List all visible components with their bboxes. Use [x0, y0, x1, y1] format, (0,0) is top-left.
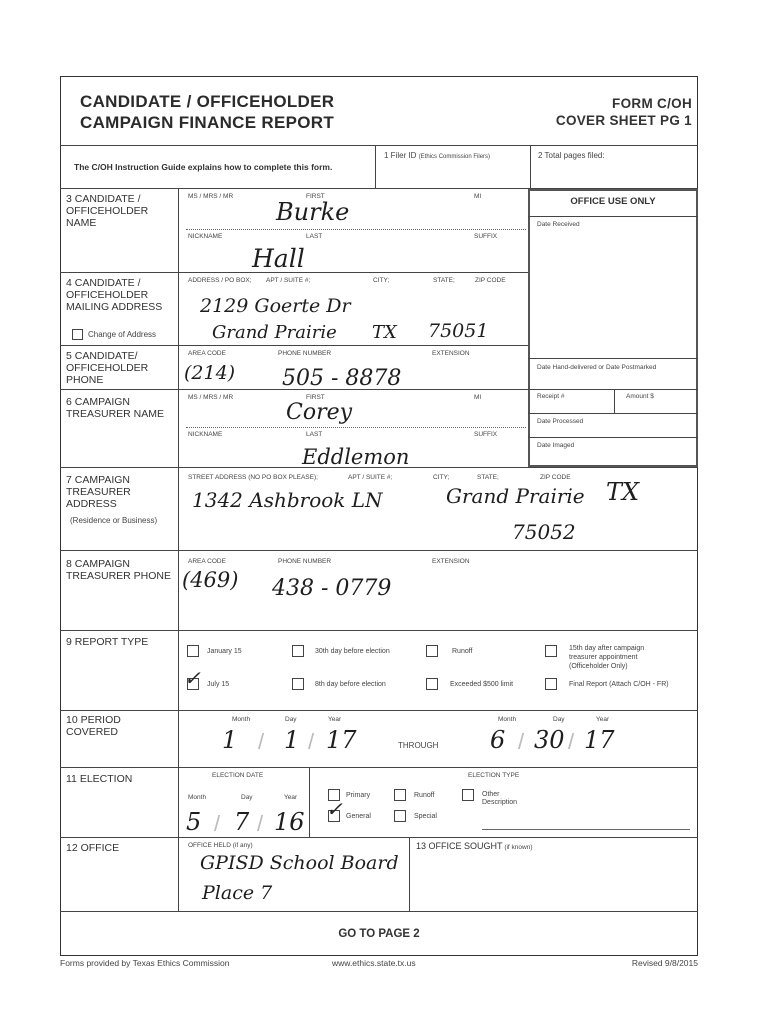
filer-id-label-text: 1 Filer ID — [384, 151, 417, 160]
report-type-15th-day-checkbox[interactable] — [545, 645, 557, 657]
date-separator: / — [518, 729, 525, 754]
divider — [375, 145, 376, 189]
form-code: FORM C/OH — [612, 96, 692, 111]
divider — [60, 550, 698, 551]
divider — [60, 389, 528, 390]
check-mark-icon: ✓ — [184, 666, 201, 690]
period-from-month[interactable]: 1 — [222, 726, 238, 754]
treasurer-first-name[interactable]: Corey — [286, 400, 353, 425]
zip-label: ZIP CODE — [540, 474, 571, 481]
section-7-label: 7 CAMPAIGN TREASURER ADDRESS — [66, 474, 131, 510]
election-day[interactable]: 7 — [234, 808, 250, 836]
divider — [186, 427, 526, 428]
nickname-label: NICKNAME — [188, 233, 223, 240]
date-imaged-label: Date Imaged — [537, 442, 575, 449]
through-label: THROUGH — [398, 741, 439, 750]
office-held-note: (if any) — [232, 842, 253, 849]
divider — [60, 630, 698, 631]
amount-label: Amount $ — [626, 393, 654, 400]
treasurer-last-name[interactable]: Eddlemon — [302, 445, 410, 469]
section-13-label-text: 13 OFFICE SOUGHT — [416, 841, 503, 851]
report-type-runoff-label: Runoff — [452, 648, 473, 655]
to-year-label: Year — [596, 716, 610, 723]
period-to-day[interactable]: 30 — [534, 726, 565, 754]
divider — [60, 145, 698, 146]
election-type-runoff-checkbox[interactable] — [394, 789, 406, 801]
treasurer-phone[interactable]: 438 - 0779 — [272, 576, 392, 601]
from-day-label: Day — [285, 716, 297, 723]
divider — [530, 145, 531, 189]
phone-number-label: PHONE NUMBER — [278, 558, 332, 565]
city-label: CITY; — [433, 474, 450, 481]
mi-label: MI — [474, 193, 482, 200]
report-type-30th-day-checkbox[interactable] — [292, 645, 304, 657]
apt-suite-label: APT / SUITE #; — [348, 474, 393, 481]
to-day-label: Day — [553, 716, 565, 723]
report-type-january-15-checkbox[interactable] — [187, 645, 199, 657]
report-type-15th-day-label-line3: (Officeholder Only) — [569, 663, 628, 670]
area-code-label: AREA CODE — [188, 558, 226, 565]
date-separator: / — [568, 729, 575, 754]
candidate-city[interactable]: Grand Prairie — [212, 322, 337, 343]
report-type-15th-day-label-line1: 15th day after campaign — [569, 645, 645, 652]
election-month[interactable]: 5 — [186, 808, 202, 836]
candidate-area-code[interactable]: (214) — [184, 362, 236, 384]
check-mark-icon: ✓ — [326, 797, 343, 821]
filer-id-note: (Ethics Commission Filers) — [418, 154, 491, 160]
receipt-label: Receipt # — [537, 393, 565, 400]
from-month-label: Month — [232, 716, 251, 723]
mi-label: MI — [474, 394, 482, 401]
area-code-label: AREA CODE — [188, 350, 226, 357]
date-separator: / — [258, 729, 265, 754]
divider — [186, 229, 526, 230]
section-13-note: (if known) — [504, 844, 533, 851]
divider — [60, 911, 698, 912]
first-label: FIRST — [306, 193, 325, 200]
divider — [528, 437, 698, 438]
report-type-8th-day-label: 8th day before election — [315, 681, 386, 688]
office-use-box — [528, 189, 698, 467]
election-type-label: ELECTION TYPE — [468, 772, 520, 779]
other-description-line — [482, 829, 690, 830]
candidate-phone[interactable]: 505 - 8878 — [282, 366, 402, 391]
divider — [614, 389, 615, 413]
period-from-day[interactable]: 1 — [284, 726, 300, 754]
divider — [309, 767, 310, 837]
election-type-primary-label: Primary — [346, 792, 371, 799]
suffix-label: SUFFIX — [474, 431, 498, 438]
divider — [60, 467, 698, 468]
treasurer-state[interactable]: TX — [606, 478, 640, 506]
section-13-label — [416, 841, 533, 851]
divider — [60, 837, 698, 838]
office-use-title: OFFICE USE ONLY — [570, 196, 656, 207]
section-5-label: 5 CANDIDATE/ OFFICEHOLDER PHONE — [66, 350, 149, 386]
footer-provided-by: Forms provided by Texas Ethics Commission — [60, 958, 230, 968]
first-label: FIRST — [306, 394, 325, 401]
election-type-special-label: Special — [414, 813, 437, 820]
office-held-line1[interactable]: GPISD School Board — [200, 852, 399, 874]
address-label: ADDRESS / PO BOX; — [188, 277, 252, 284]
from-year-label: Year — [328, 716, 342, 723]
period-from-year[interactable]: 17 — [326, 726, 357, 754]
period-to-month[interactable]: 6 — [490, 726, 506, 754]
election-date-label: ELECTION DATE — [212, 772, 264, 779]
footer-revised: Revised 9/8/2015 — [631, 958, 698, 968]
election-type-other-label: Other — [482, 791, 500, 798]
report-type-exceeded-checkbox[interactable] — [426, 678, 438, 690]
section-10-label: 10 PERIOD COVERED — [66, 714, 121, 738]
form-title-line2: CAMPAIGN FINANCE REPORT — [80, 113, 335, 132]
date-separator: / — [308, 729, 315, 754]
date-separator: / — [214, 811, 221, 836]
state-label: STATE; — [433, 277, 455, 284]
report-type-8th-day-checkbox[interactable] — [292, 678, 304, 690]
divider — [60, 272, 528, 273]
to-month-label: Month — [498, 716, 517, 723]
report-type-final-checkbox[interactable] — [545, 678, 557, 690]
change-of-address-label: Change of Address — [88, 330, 157, 339]
report-type-january-15-label: January 15 — [207, 648, 242, 655]
nickname-label: NICKNAME — [188, 431, 223, 438]
form-subtitle: COVER SHEET PG 1 — [555, 113, 692, 128]
candidate-zip[interactable]: 75051 — [428, 320, 489, 342]
candidate-state[interactable]: TX — [372, 322, 397, 343]
election-type-special-checkbox[interactable] — [394, 810, 406, 822]
election-day-label: Day — [241, 794, 253, 801]
treasurer-street[interactable]: 1342 Ashbrook LN — [192, 488, 383, 512]
ms-mrs-mr-label: MS / MRS / MR — [188, 394, 234, 401]
election-type-other-description-label: Description — [482, 799, 518, 806]
treasurer-city[interactable]: Grand Prairie — [446, 484, 585, 508]
report-type-july-15-label: July 15 — [207, 681, 230, 688]
section-11-label: 11 ELECTION — [66, 773, 133, 785]
date-hand-delivered-label: Date Hand-delivered or Date Postmarked — [537, 364, 657, 371]
treasurer-area-code[interactable]: (469) — [182, 568, 239, 592]
date-separator: / — [257, 811, 264, 836]
date-processed-label: Date Processed — [537, 418, 584, 425]
zip-label: ZIP CODE — [475, 277, 506, 284]
go-to-page-2-link[interactable]: GO TO PAGE 2 — [338, 928, 420, 940]
extension-label: EXTENSION — [432, 558, 470, 565]
election-type-general-label: General — [346, 813, 371, 820]
extension-label: EXTENSION — [432, 350, 470, 357]
last-label: LAST — [306, 431, 323, 438]
residence-or-business-note: (Residence or Business) — [70, 516, 158, 525]
period-to-year[interactable]: 17 — [584, 726, 615, 754]
candidate-street[interactable]: 2129 Goerte Dr — [200, 295, 351, 317]
report-type-runoff-checkbox[interactable] — [426, 645, 438, 657]
report-type-30th-day-label: 30th day before election — [315, 648, 390, 655]
election-month-label: Month — [188, 794, 207, 801]
city-label: CITY; — [373, 277, 390, 284]
office-held-label-text: OFFICE HELD — [188, 842, 231, 849]
divider — [528, 413, 698, 414]
election-type-runoff-label: Runoff — [414, 792, 435, 799]
last-label: LAST — [306, 233, 323, 240]
divider — [409, 837, 410, 911]
section-3-label: 3 CANDIDATE / OFFICEHOLDER NAME — [66, 193, 149, 229]
report-type-15th-day-label-line2: treasurer appointment — [569, 654, 638, 661]
election-year[interactable]: 16 — [274, 808, 305, 836]
footer-website-link[interactable]: www.ethics.state.tx.us — [332, 958, 416, 968]
candidate-last-name[interactable]: Hall — [252, 244, 305, 273]
divider — [528, 358, 698, 359]
election-year-label: Year — [284, 794, 298, 801]
treasurer-zip[interactable]: 75052 — [512, 520, 576, 544]
instruction-text: The C/OH Instruction Guide explains how to complete this form. — [74, 162, 333, 172]
total-pages-label: 2 Total pages filed: — [538, 151, 605, 160]
candidate-first-name[interactable]: Burke — [276, 198, 350, 226]
street-address-label: STREET ADDRESS (NO PO BOX PLEASE); — [188, 474, 318, 481]
section-6-label: 6 CAMPAIGN TREASURER NAME — [66, 396, 165, 420]
divider — [528, 216, 698, 217]
phone-number-label: PHONE NUMBER — [278, 350, 332, 357]
divider — [60, 710, 698, 711]
suffix-label: SUFFIX — [474, 233, 498, 240]
divider — [60, 345, 528, 346]
state-label: STATE; — [477, 474, 499, 481]
divider — [60, 767, 698, 768]
section-12-label: 12 OFFICE — [66, 842, 120, 854]
office-held-line2[interactable]: Place 7 — [202, 882, 273, 904]
section-9-label: 9 REPORT TYPE — [66, 636, 149, 648]
date-received-label: Date Received — [537, 221, 580, 228]
divider — [528, 389, 698, 390]
section-8-label: 8 CAMPAIGN TREASURER PHONE — [66, 558, 172, 582]
report-type-final-label: Final Report (Attach C/OH - FR) — [569, 681, 669, 688]
change-of-address-checkbox[interactable] — [72, 329, 83, 340]
filer-id-label — [384, 151, 490, 160]
office-held-label — [188, 842, 253, 849]
form-title-line1: CANDIDATE / OFFICEHOLDER — [80, 92, 335, 111]
report-type-exceeded-label: Exceeded $500 limit — [450, 681, 514, 688]
section-4-label: 4 CANDIDATE / OFFICEHOLDER MAILING ADDRESS — [66, 277, 163, 313]
election-type-other-checkbox[interactable] — [462, 789, 474, 801]
apt-suite-label: APT / SUITE #; — [266, 277, 311, 284]
ms-mrs-mr-label: MS / MRS / MR — [188, 193, 234, 200]
